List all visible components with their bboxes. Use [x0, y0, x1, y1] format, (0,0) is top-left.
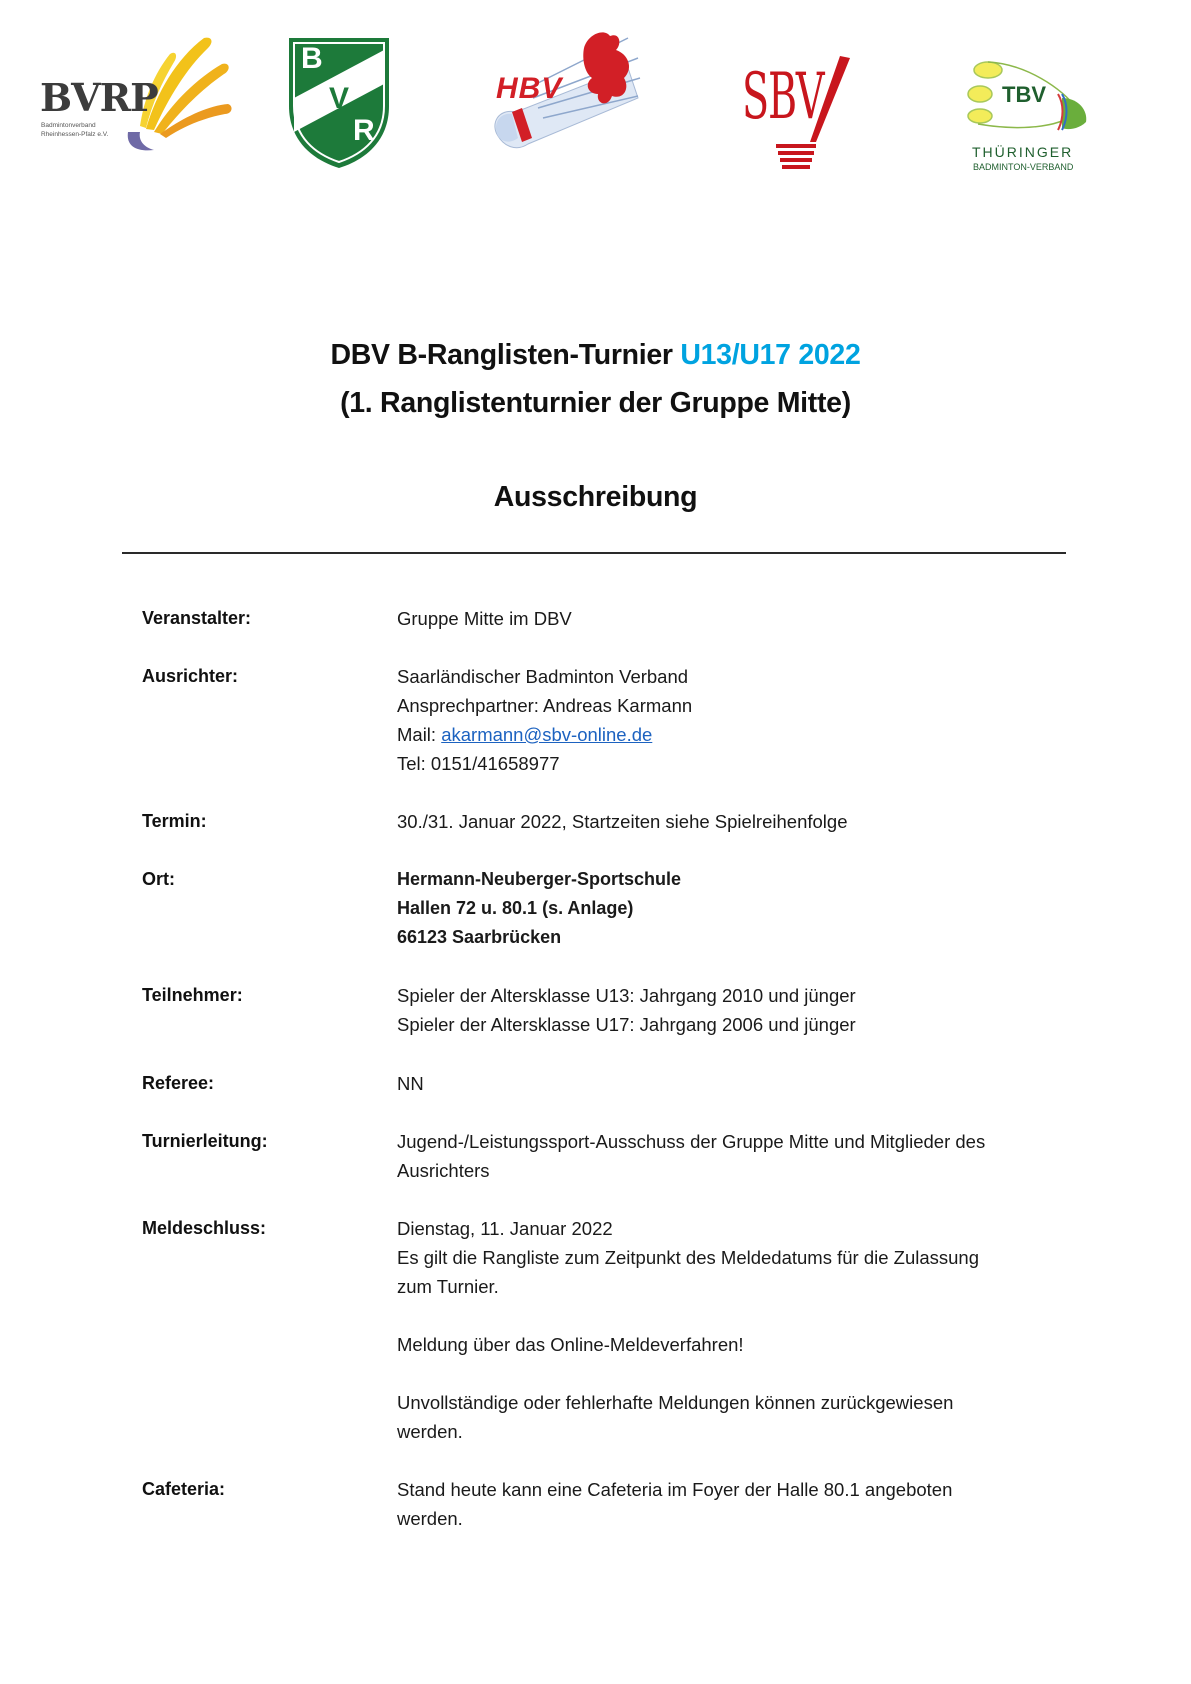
document-heading: Ausschreibung	[493, 481, 698, 513]
document-title	[0, 335, 1191, 375]
value-line: werden.	[397, 1421, 463, 1442]
blank-line	[397, 1301, 1057, 1330]
value-line: werden.	[397, 1508, 463, 1529]
label-veranstalter: Veranstalter:	[142, 608, 252, 628]
value-referee	[397, 1069, 1057, 1098]
email-link[interactable]: akarmann@sbv-online.de	[441, 724, 653, 745]
label-termin: Termin:	[142, 811, 207, 831]
value-line: 30./31. Januar 2022, Startzeiten siehe Spielreihenfolge	[397, 811, 848, 832]
value-line: Unvollständige oder fehlerhafte Meldungen können zurückgewiesen	[397, 1392, 954, 1413]
value-meldeschluss	[397, 1214, 1057, 1446]
bvr-logo	[287, 36, 391, 170]
value-turnierleitung	[397, 1127, 1057, 1185]
value-veranstalter	[397, 604, 1057, 633]
value-line: Jugend-/Leistungssport-Ausschuss der Gruppe Mitte und Mitglieder des	[397, 1131, 986, 1152]
value-line: Ausrichters	[397, 1160, 490, 1181]
title-main: DBV B-Ranglisten-Turnier	[330, 339, 681, 371]
tbv-logo	[966, 58, 1090, 178]
bvrp-logo-subtitle-1: Badmintonverband	[41, 122, 96, 129]
label-teilnehmer: Teilnehmer:	[142, 985, 243, 1005]
value-line: Es gilt die Rangliste zum Zeitpunkt des Meldedatums für die Zulassung	[397, 1247, 980, 1268]
value-line: Spieler der Altersklasse U13: Jahrgang 2010 und jünger	[397, 985, 856, 1006]
bvrp-logo	[36, 34, 236, 154]
label-cafeteria: Cafeteria:	[142, 1479, 226, 1499]
tbv-logo-subtitle-2: BADMINTON-VERBAND	[973, 162, 1074, 172]
label-referee: Referee:	[142, 1073, 215, 1093]
ausrichter-contact: Ansprechpartner: Andreas Karmann	[397, 695, 693, 716]
horizontal-divider	[122, 552, 1066, 554]
label-meldeschluss: Meldeschluss:	[142, 1218, 267, 1238]
label-turnierleitung: Turnierleitung:	[142, 1131, 268, 1151]
sbv-logo-text: SBV	[742, 60, 824, 134]
label-ort: Ort:	[142, 869, 175, 889]
value-termin	[397, 807, 1057, 836]
ausrichter-tel: Tel: 0151/41658977	[397, 753, 560, 774]
value-ort	[397, 865, 1057, 952]
value-line: zum Turnier.	[397, 1276, 499, 1297]
ausrichter-mail-line	[397, 720, 1057, 749]
sbv-logo	[740, 50, 852, 175]
bvr-letter-v: V	[329, 82, 350, 115]
label-ausrichter: Ausrichter:	[142, 666, 239, 686]
value-line: NN	[397, 1073, 424, 1094]
bvrp-logo-text: BVRP	[40, 75, 158, 120]
bvr-letter-b: B	[301, 42, 323, 75]
tbv-logo-text: TBV	[1002, 82, 1046, 107]
value-line: Spieler der Altersklasse U17: Jahrgang 2006 und jünger	[397, 1014, 856, 1035]
value-line: Meldung über das Online-Meldeverfahren!	[397, 1334, 744, 1355]
value-line: Dienstag, 11. Januar 2022	[397, 1218, 613, 1239]
hbv-logo-text: HBV	[496, 72, 563, 105]
value-cafeteria	[397, 1475, 1057, 1533]
value-ausrichter	[397, 662, 1057, 778]
value-line: Gruppe Mitte im DBV	[397, 608, 572, 629]
value-line: Stand heute kann eine Cafeteria im Foyer der Halle 80.1 angeboten	[397, 1479, 953, 1500]
bvrp-logo-subtitle-2: Rheinhessen-Pfalz e.V.	[41, 131, 109, 138]
mail-prefix: Mail:	[397, 724, 442, 745]
bvr-letter-r: R	[353, 114, 375, 147]
document-subtitle: (1. Ranglistenturnier der Gruppe Mitte)	[340, 387, 851, 419]
venue-name: Hermann-Neuberger-Sportschule	[397, 869, 682, 889]
title-accent: U13/U17 2022	[680, 339, 861, 371]
blank-line	[397, 1359, 1057, 1388]
venue-halls: Hallen 72 u. 80.1 (s. Anlage)	[397, 898, 634, 918]
hbv-logo	[488, 28, 648, 152]
tbv-logo-subtitle-1: THÜRINGER	[972, 144, 1074, 160]
venue-city: 66123 Saarbrücken	[397, 927, 562, 947]
value-teilnehmer	[397, 981, 1057, 1039]
ausrichter-org: Saarländischer Badminton Verband	[397, 666, 689, 687]
